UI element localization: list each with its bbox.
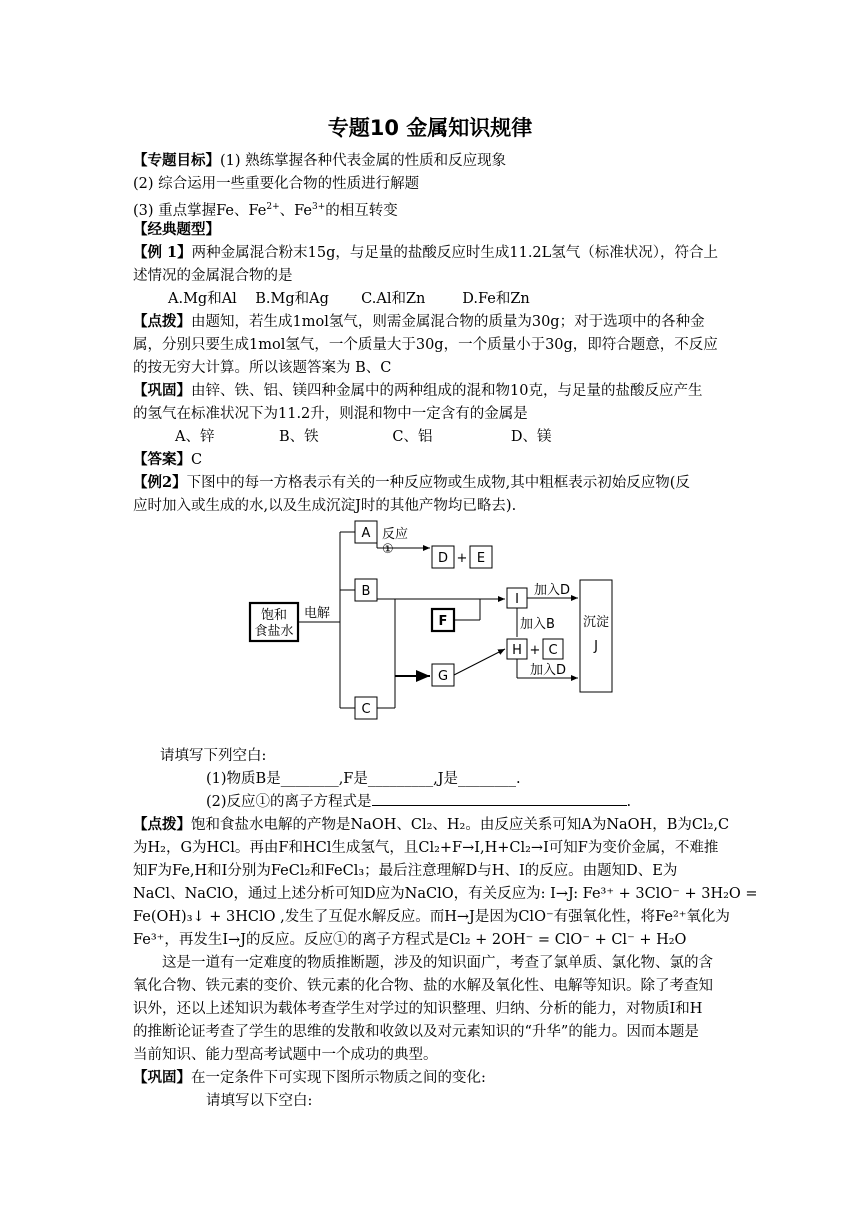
example1-hint3: 的按无穷大计算。所以该题答案为 B、C bbox=[133, 360, 392, 376]
consol2-label: 【巩固】 bbox=[133, 1069, 191, 1086]
q2-suffix: . bbox=[626, 794, 632, 810]
para-line4: 的推断论证考查了学生的思维的发散和收敛以及对元素知识的“升华”的能力。因而本题是 bbox=[133, 1024, 699, 1040]
example2-line2: 应时加入或生成的水,以及生成沉淀J时的其他产物均已略去). bbox=[133, 498, 517, 514]
hint-text1: 由题知，若生成1mol氢气，则需金属混合物的质量为30g；对于选项中的各种金 bbox=[191, 314, 705, 330]
node-a: A bbox=[361, 526, 371, 541]
hint2-text1: 饱和食盐水电解的产物是NaOH、Cl₂、H₂。由反应关系可知A为NaOH，B为Cl₂,C bbox=[191, 817, 730, 833]
node-d: D bbox=[437, 551, 449, 566]
goal-3-mid: 、Fe bbox=[279, 202, 312, 219]
node-f: F bbox=[438, 614, 448, 629]
consol1-options: A、锌 B、铁 C、铝 D、镁 bbox=[175, 429, 552, 445]
plus-de: + bbox=[456, 551, 468, 566]
example1-text1: 两种金属混合粉末15g，与足量的盐酸反应时生成11.2L氢气（标准状况），符合上 bbox=[191, 245, 719, 261]
precip-label: 沉淀 bbox=[582, 615, 610, 630]
consol1-line1 bbox=[133, 380, 733, 402]
node-c: C bbox=[361, 702, 371, 717]
hint2-line5: Fe(OH)₃↓ + 3HClO ,发生了互促水解反应。而H→J是因为ClO⁻有强氧化性，将Fe²⁺氧化为 bbox=[133, 909, 730, 925]
answer-line bbox=[133, 449, 733, 471]
hint2-line2: 为H₂，G为HCl。再由F和HCl生成氢气，且Cl₂+F→I,H+Cl₂→I可知F为变价金属，不难推 bbox=[133, 840, 719, 856]
reaction-number: ① bbox=[382, 542, 394, 557]
node-h: H bbox=[512, 643, 522, 658]
plus-hc: + bbox=[529, 643, 541, 658]
add-b-label: 加入B bbox=[520, 617, 555, 632]
para-line2: 氧化合物、铁元素的变价、铁元素的化合物、盐的水解及氧化性、电解等知识。除了考查知 bbox=[133, 978, 713, 994]
hint2-line6: Fe³⁺，再发生I→J的反应。反应①的离子方程式是Cl₂ + 2OH⁻ = ClO⁻ + Cl⁻ + H₂O bbox=[133, 932, 687, 948]
reaction-label: 反应 bbox=[382, 527, 409, 542]
example1-line1 bbox=[133, 242, 733, 264]
node-b: B bbox=[361, 584, 371, 599]
goal-2: (2) 综合运用一些重要化合物的性质进行解题 bbox=[133, 176, 420, 192]
node-e: E bbox=[476, 551, 486, 566]
answer-value: C bbox=[191, 452, 203, 468]
add-d-label: 加入D bbox=[534, 583, 571, 598]
example2-text1: 下图中的每一方格表示有关的一种反应物或生成物,其中粗框表示初始反应物(反 bbox=[186, 475, 690, 491]
node-g: G bbox=[437, 669, 449, 684]
q2-prefix: (2)反应①的离子方程式是 bbox=[206, 794, 372, 810]
para-line3: 识外，还以上述知识为载体考查学生对学过的知识整理、归纳、分析的能力，对物质I和H bbox=[133, 1001, 703, 1017]
goal-3-sup2: 3+ bbox=[312, 202, 326, 212]
goal-line bbox=[133, 150, 733, 172]
hint2-line3: 知F为Fe,H和I分别为FeCl₂和FeCl₃；最后注意理解D与H、I的反应。由题知D、E为 bbox=[133, 863, 678, 879]
node-c-small: C bbox=[548, 643, 558, 658]
goal-label: 【专题目标】 bbox=[133, 152, 220, 169]
consol-label: 【巩固】 bbox=[133, 382, 191, 399]
para-line5: 当前知识、能力型高考试题中一个成功的典型。 bbox=[133, 1047, 438, 1063]
example2-label: 【例2】 bbox=[133, 474, 187, 491]
question-2 bbox=[206, 791, 806, 813]
start-line2: 食盐水 bbox=[254, 624, 294, 639]
hint2-label: 【点拨】 bbox=[133, 816, 191, 833]
consol2-text: 在一定条件下可实现下图所示物质之间的变化: bbox=[191, 1070, 486, 1086]
example1-line2: 述情况的金属混合物的是 bbox=[133, 268, 293, 284]
example1-hint1 bbox=[133, 311, 733, 333]
reaction-diagram bbox=[240, 518, 640, 723]
goal-1: (1) 熟练掌握各种代表金属的性质和反应现象 bbox=[220, 153, 507, 169]
node-i: I bbox=[515, 592, 519, 607]
goal-3-prefix: (3) 重点掌握Fe、Fe bbox=[133, 202, 267, 219]
goal-3 bbox=[133, 196, 733, 222]
example1-options: A.Mg和Al B.Mg和Ag C.Al和Zn D.Fe和Zn bbox=[168, 291, 530, 307]
hint-label: 【点拨】 bbox=[133, 313, 191, 330]
q2-blank[interactable] bbox=[372, 791, 627, 806]
goal-3-sup1: 2+ bbox=[266, 202, 280, 212]
classic-label: 【经典题型】 bbox=[133, 221, 220, 238]
para-line1: 这是一道有一定难度的物质推断题，涉及的知识面广，考查了氯单质、氯化物、氯的含 bbox=[162, 955, 713, 971]
consol1-line2: 的氢气在标准状况下为11.2升，则混和物中一定含有的金属是 bbox=[133, 406, 528, 422]
precip-j: J bbox=[594, 639, 598, 654]
page-title: 专题10 金属知识规律 bbox=[327, 116, 533, 140]
example2-line1 bbox=[133, 472, 733, 494]
add-d2-label: 加入D bbox=[530, 663, 567, 678]
example1-hint2: 属，分别只要生成1mol氢气，一个质量大于30g，一个质量小于30g，即符合题意，不反应 bbox=[133, 337, 718, 353]
start-line1: 饱和 bbox=[260, 608, 288, 623]
consol2-line bbox=[133, 1067, 733, 1089]
example1-label: 【例 1】 bbox=[133, 244, 192, 261]
question-1: (1)物质B是________,F是_________,J是________. bbox=[206, 771, 521, 787]
consol-text1: 由锌、铁、铝、镁四种金属中的两种组成的混和物10克，与足量的盐酸反应产生 bbox=[191, 383, 703, 399]
answer-label: 【答案】 bbox=[133, 451, 191, 468]
hint2-line1 bbox=[133, 814, 733, 836]
electrolysis-label: 电解 bbox=[304, 606, 331, 621]
fill-prompt-2: 请填写以下空白: bbox=[206, 1093, 313, 1109]
goal-3-suffix: 的相互转变 bbox=[325, 202, 398, 219]
hint2-line4: NaCl、NaClO，通过上述分析可知D应为NaClO，有关反应为: I→J: Fe³⁺ + 3ClO⁻ + 3H₂O = bbox=[133, 886, 758, 902]
fill-prompt: 请填写下列空白: bbox=[160, 748, 267, 764]
